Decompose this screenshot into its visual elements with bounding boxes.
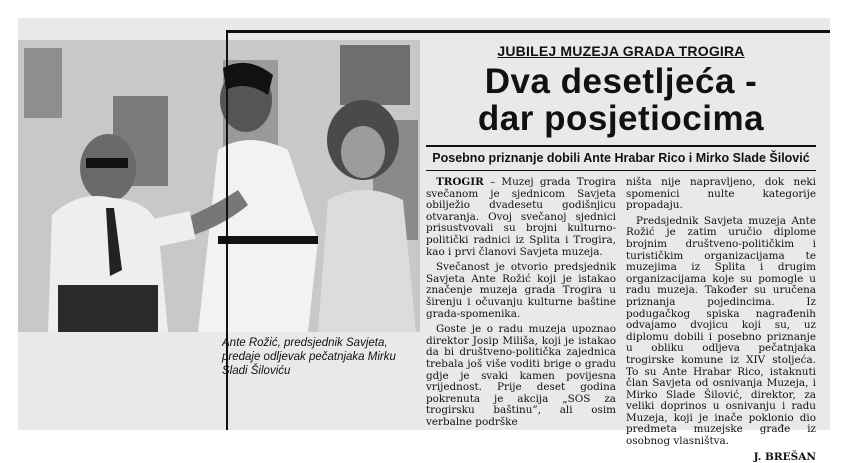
paragraph: Svečanost je otvorio predsjednik Savjeta Ante Rožić koji je istakao značenje muzeja grada Trogira u širenju i očuvanju kulturne baštine grada-spomenika. [426,261,616,320]
headline-line-2: dar posjetiocima [477,99,765,138]
dateline: TROGIR [436,176,484,188]
subhead-divider [426,170,816,171]
text-columns [426,177,816,463]
photo-caption: Ante Rožić, predsjednik Savjeta, predaje odljevak pečatnjaka Mirku Sladi Šiloviću [222,337,396,377]
subheadline: Posebno priznanje dobili Ante Hrabar Rico i Mirko Slade Šilović [432,151,810,165]
headline-line-1: Dva desetljeća - [484,62,758,101]
paragraph [426,177,616,258]
author-signature: J. BREŠAN [753,450,816,463]
headline [426,63,816,137]
column-2 [626,177,816,463]
paragraph-text: – Muzej grada Trogira svečanom je sjednicom Savjeta obilježio dvadesetu godišnjicu otvaranja. Ovoj svečanoj sjednici prisustvovali su brojni kulturno-politički radnici iz Splita i Trogira, kao i prvi članovi Savjeta muzeja. [426,176,616,258]
paragraph: Predsjednik Savjeta muzeja Ante Rožić je zatim uručio diplome brojnim društveno-političkim i turističkim organizacijama te muzejima iz Splita i drugim organizacijama koje su pomogle u radu muzeja. Također su uručena priznanja pojedincima. Iz podugačkog spiska nagrađenih odvajamo dvojicu koji su, uz diplomu dobili i posebno priznanje u obliku odljeva pečatnjaka trogirske komune iz XIV stoljeća. To su Ante Hrabar Rico, istaknuti član Savjeta od osnivanja Muzeja, i Mirko Slade Šilović, direktor, za veliki doprinos u osnivanju i radu Muzeja, koji je inače poklonio dio predmeta muzejske građe iz osobnog vlasništva. [626,214,816,448]
article-frame [226,30,830,463]
paragraph: ništa nije napravljeno, dok neki spomenici nulte kategorije propadaju. [626,176,816,212]
column-1 [426,177,616,463]
headline-divider [426,145,816,147]
kicker: JUBILEJ MUZEJA GRADA TROGIRA [497,43,745,59]
article-body [426,43,816,463]
paragraph: Goste je o radu muzeja upoznao direktor Josip Miliša, koji je istakao da bi društveno-politička zajednica trebala još više voditi brige o gradu gdje je svaki kamen povijesna vrijednost. Prije deset godina pokrenuta je akcija „SOS za trogirsku baštinu”, ali osim verbalne podrške [426,323,616,428]
